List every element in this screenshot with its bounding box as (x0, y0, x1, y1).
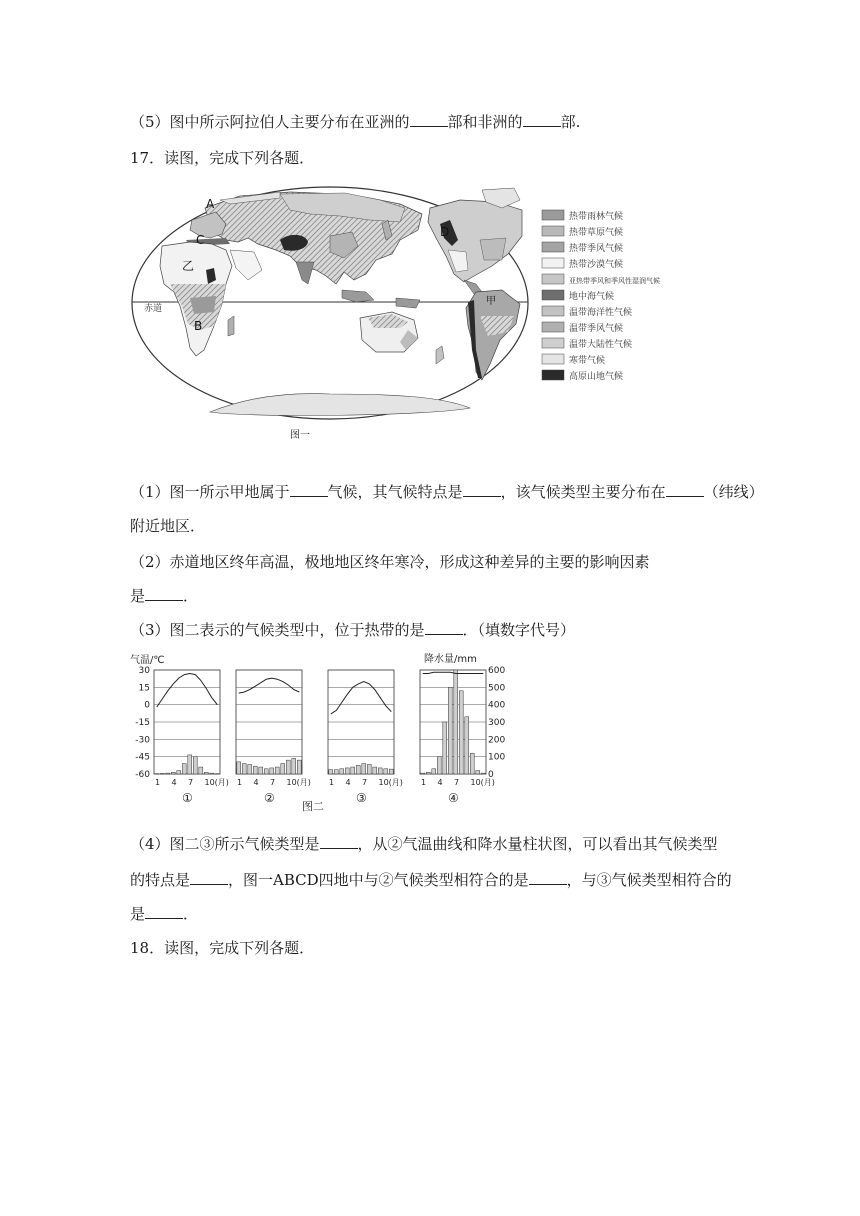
temp-tick-label: 0 (144, 700, 150, 711)
panel-label: ③ (356, 791, 367, 805)
q17-4-text-e: ，与③气候类型相符合的 (566, 871, 732, 889)
climograph-panel (236, 670, 311, 805)
precip-bar (454, 670, 458, 774)
legend-label: 热带草原气候 (569, 228, 624, 238)
q17-4-text-g: ． (183, 905, 199, 923)
precip-bar (264, 769, 268, 774)
legend-label: 地中海气候 (569, 292, 615, 302)
legend-swatch (542, 306, 564, 316)
month-tick-label: 1 (329, 778, 335, 787)
temp-tick-label: -60 (135, 770, 150, 780)
precip-tick-label: 400 (488, 700, 506, 711)
legend-label: 热带沙漠气候 (569, 260, 624, 270)
q17-4-text-a: （4）图二③所示气候类型是 (130, 835, 320, 853)
precip-bar (334, 770, 338, 774)
legend-label: 温带大陆性气候 (569, 340, 633, 350)
q17-1-text-c: ，该气候类型主要分布在 (500, 483, 666, 501)
temp-tick-label: -45 (135, 752, 150, 763)
month-tick-label: 10(月) (378, 778, 403, 787)
month-tick-label: 7 (188, 778, 194, 787)
answer-blank[interactable] (190, 870, 228, 885)
legend-label: 热带雨林气候 (569, 212, 624, 222)
month-tick-label: 10(月) (286, 778, 311, 787)
month-tick-label: 7 (362, 778, 368, 787)
q17-4-line3 (130, 904, 198, 924)
month-tick-label: 1 (421, 778, 427, 787)
precip-bar (481, 773, 485, 774)
q17-title: 17．读图，完成下列各题． (130, 149, 315, 167)
label-c: C (196, 233, 205, 247)
q17-1-text-d: （纬线） (703, 483, 764, 501)
precip-bar (345, 768, 349, 774)
answer-blank[interactable] (145, 904, 183, 919)
panel-label: ④ (448, 791, 459, 805)
q16-5-text-before: （5）图中所示阿拉伯人主要分布在亚洲的 (130, 113, 410, 131)
q17-2-line: （2）赤道地区终年高温，极地地区终年寒冷，形成这种差异的主要的影响因素 (130, 553, 650, 571)
legend-label: 高原山地气候 (569, 372, 624, 382)
precip-bar (182, 764, 186, 774)
precip-bar (432, 769, 436, 774)
precip-bar (389, 769, 393, 774)
panel-label: ② (264, 791, 275, 805)
answer-blank[interactable] (320, 834, 358, 849)
precip-bar (421, 773, 425, 774)
precip-bar (329, 770, 333, 774)
precip-bar (351, 767, 355, 774)
q17-3-line (130, 620, 575, 640)
label-d: D (440, 225, 450, 239)
climate-panels (154, 670, 495, 805)
precip-bar (275, 767, 279, 774)
q17-2-text-b: 是 (130, 587, 146, 605)
legend-swatch (542, 210, 564, 220)
precip-bar (188, 755, 192, 774)
month-tick-label: 4 (253, 778, 259, 787)
legend-swatch (542, 290, 564, 300)
precip-bar (378, 768, 382, 774)
precip-tick-label: 200 (488, 735, 506, 746)
label-a: A (206, 197, 215, 211)
answer-blank[interactable] (529, 870, 567, 885)
panel-label: ① (182, 791, 193, 805)
precip-axis-ticks (488, 666, 505, 780)
precip-tick-label: 600 (488, 666, 506, 676)
answer-blank[interactable] (425, 620, 463, 635)
new-guinea (396, 298, 420, 308)
q17-4-text-d: ，图一ABCD四地中与②气候类型相符合的是 (228, 871, 529, 889)
q16-5-text-after: 部. (560, 113, 581, 131)
month-tick-label: 1 (237, 778, 243, 787)
world-climate-map (130, 180, 660, 442)
precip-bar (367, 764, 371, 774)
precip-bar (160, 773, 164, 774)
precip-bar (356, 765, 360, 774)
q16-5-line (130, 112, 580, 132)
answer-blank[interactable] (290, 482, 328, 497)
month-tick-label: 7 (270, 778, 276, 787)
precip-bar (465, 717, 469, 774)
temp-tick-label: -30 (135, 735, 150, 746)
answer-blank[interactable] (666, 482, 704, 497)
q18-title: 18．读图，完成下列各题． (130, 939, 315, 957)
precip-bar (210, 773, 214, 774)
legend-label: 温带海洋性气候 (569, 308, 633, 318)
precip-bar (166, 773, 170, 774)
precip-bar (373, 767, 377, 774)
temp-axis-ticks (135, 666, 150, 780)
precip-bar (237, 762, 241, 774)
map-legend (542, 210, 660, 382)
precip-bar (193, 757, 197, 774)
precip-bar (437, 757, 441, 774)
month-tick-label: 1 (155, 778, 161, 787)
precip-bar (204, 772, 208, 774)
q17-4-text-f: 是 (130, 905, 146, 923)
legend-label: 寒带气候 (569, 356, 606, 366)
precip-bar (448, 687, 452, 774)
answer-blank[interactable] (463, 482, 501, 497)
answer-blank[interactable] (145, 586, 183, 601)
q17-1-line (130, 482, 764, 502)
q17-1-text-b: 气候，其气候特点是 (327, 483, 463, 501)
legend-swatch (542, 274, 564, 284)
precip-tick-label: 100 (488, 752, 506, 763)
precip-bar (476, 771, 480, 774)
map-caption: 图一 (290, 430, 310, 441)
month-tick-label: 10(月) (204, 778, 229, 787)
q17-3-text-b: ．（填数字代号） (462, 621, 576, 639)
q16-5-text-mid: 部和非洲的 (447, 113, 523, 131)
legend-label: 温带季风气候 (569, 324, 624, 334)
precip-bar (286, 760, 290, 774)
month-tick-label: 4 (345, 778, 351, 787)
precip-bar (171, 772, 175, 774)
q17-1-line2: 附近地区． (130, 517, 206, 535)
q17-4-text-c: 的特点是 (130, 871, 191, 889)
label-jia: 甲 (486, 296, 496, 307)
fig2-caption: 图二 (302, 800, 324, 813)
precip-bar (459, 691, 463, 774)
legend-swatch (542, 338, 564, 348)
q17-2-line2 (130, 586, 198, 606)
temp-tick-label: 30 (138, 666, 150, 676)
legend-swatch (542, 226, 564, 236)
q17-4-text-b: ，从②气温曲线和降水量柱状图，可以看出其气候类型 (357, 835, 718, 853)
precip-bar (253, 766, 257, 774)
climograph-panel (154, 670, 229, 805)
africa-rainforest (190, 296, 216, 314)
precip-bar (242, 764, 246, 774)
temp-tick-label: 15 (138, 683, 150, 694)
legend-swatch (542, 370, 564, 380)
precip-bar (426, 772, 430, 774)
temp-tick-label: -15 (135, 718, 150, 728)
precip-bar (292, 758, 296, 774)
q17-1-text-a: （1）图一所示甲地属于 (130, 483, 290, 501)
climograph-panel (328, 670, 403, 805)
temp-axis-label: 气温/℃ (130, 655, 165, 666)
precip-bar (470, 753, 474, 774)
precip-axis-label: 降水量/mm (424, 654, 477, 665)
month-tick-label: 7 (454, 778, 460, 787)
answer-blank[interactable] (523, 112, 561, 127)
q17-2-text-c: ． (183, 587, 199, 605)
month-tick-label: 4 (171, 778, 177, 787)
label-yi: 乙 (182, 259, 195, 273)
climograph-panel (420, 670, 495, 805)
precip-bar (259, 767, 263, 774)
precip-tick-label: 500 (488, 683, 506, 694)
q17-4-line (130, 834, 718, 854)
legend-swatch (542, 242, 564, 252)
precip-bar (340, 769, 344, 774)
month-tick-label: 4 (437, 778, 443, 787)
climate-charts (130, 650, 512, 816)
precip-bar (248, 764, 252, 774)
legend-swatch (542, 322, 564, 332)
na-east (480, 238, 506, 260)
q17-3-text-a: （3）图二表示的气候类型中，位于热带的是 (130, 621, 425, 639)
precip-bar (297, 760, 301, 774)
precip-bar (270, 768, 274, 774)
month-tick-label: 10(月) (470, 778, 495, 787)
legend-swatch (542, 354, 564, 364)
legend-label: 热带季风气候 (569, 244, 624, 254)
precip-tick-label: 0 (488, 770, 494, 780)
q17-4-line2 (130, 870, 732, 890)
equator-label: 赤道 (144, 304, 163, 314)
label-b: B (194, 319, 203, 333)
precip-bar (281, 764, 285, 774)
legend-swatch (542, 258, 564, 268)
precip-bar (362, 764, 366, 774)
precip-bar (384, 769, 388, 774)
precip-bar (199, 767, 203, 774)
answer-blank[interactable] (410, 112, 448, 127)
precip-tick-label: 300 (488, 718, 506, 728)
precip-bar (443, 722, 447, 774)
precip-bar (177, 771, 181, 774)
legend-label: 亚热带季风和季风性湿润气候 (569, 277, 660, 285)
